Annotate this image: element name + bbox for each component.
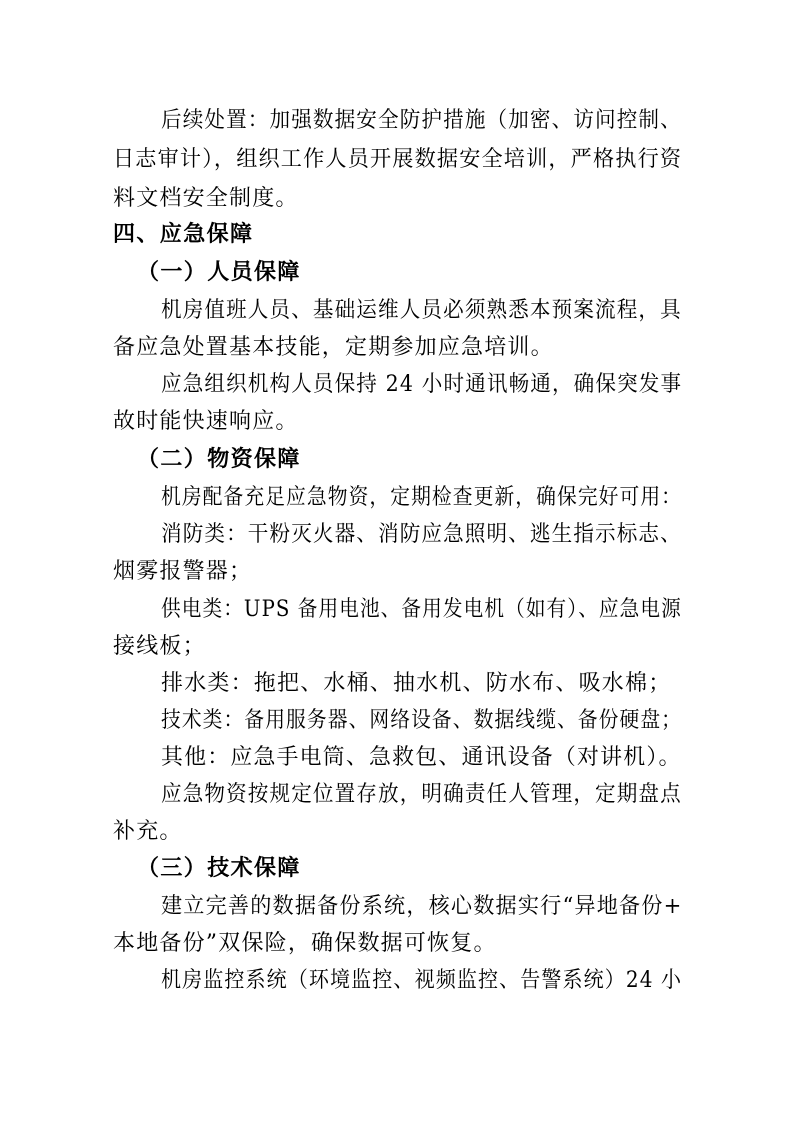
paragraph-line: 应急物资按规定位置存放，明确责任人管理，定期盘点 [161,782,682,807]
paragraph-line: 技术类：备用服务器、网络设备、数据线缆、备份硬盘； [161,708,683,733]
paragraph-line: 应急组织机构人员保持 24 小时通讯畅通，确保突发事 [161,372,683,397]
subsection-heading: （三）技术保障 [137,856,301,881]
subsection-heading: （二）物资保障 [137,447,301,472]
paragraph-line: 备应急处置基本技能，定期参加应急培训。 [113,335,554,360]
section-heading: 四、应急保障 [113,222,254,247]
paragraph-line: 机房监控系统（环境监控、视频监控、告警系统）24 小 [161,968,683,993]
paragraph-line: 故时能快速响应。 [113,409,299,434]
paragraph-line: 机房配备充足应急物资，定期检查更新，确保完好可用： [161,485,683,510]
paragraph-line: 建立完善的数据备份系统，核心数据实行“异地备份+ [161,894,683,919]
paragraph-line: 补充。 [113,819,183,844]
paragraph-line: 后续处置：加强数据安全防护措施（加密、访问控制、 [161,108,682,133]
paragraph-line: 排水类：拖把、水桶、抽水机、防水布、吸水棉； [161,671,672,696]
paragraph-line: 本地备份”双保险，确保数据可恢复。 [113,931,497,956]
paragraph-line: 接线板； [113,634,206,659]
paragraph-line: 其他：应急手电筒、急救包、通讯设备（对讲机）。 [161,745,682,770]
paragraph-line: 日志审计），组织工作人员开展数据安全培训，严格执行资 [113,147,683,172]
paragraph-line: 烟雾报警器； [113,559,253,584]
subsection-heading: （一）人员保障 [137,260,301,285]
paragraph-line: 供电类：UPS 备用电池、备用发电机（如有）、应急电源 [161,597,682,622]
paragraph-line: 料文档安全制度。 [113,186,299,211]
paragraph-line: 消防类：干粉灭火器、消防应急照明、逃生指示标志、 [161,522,682,547]
paragraph-line: 机房值班人员、基础运维人员必须熟悉本预案流程，具 [161,298,682,323]
